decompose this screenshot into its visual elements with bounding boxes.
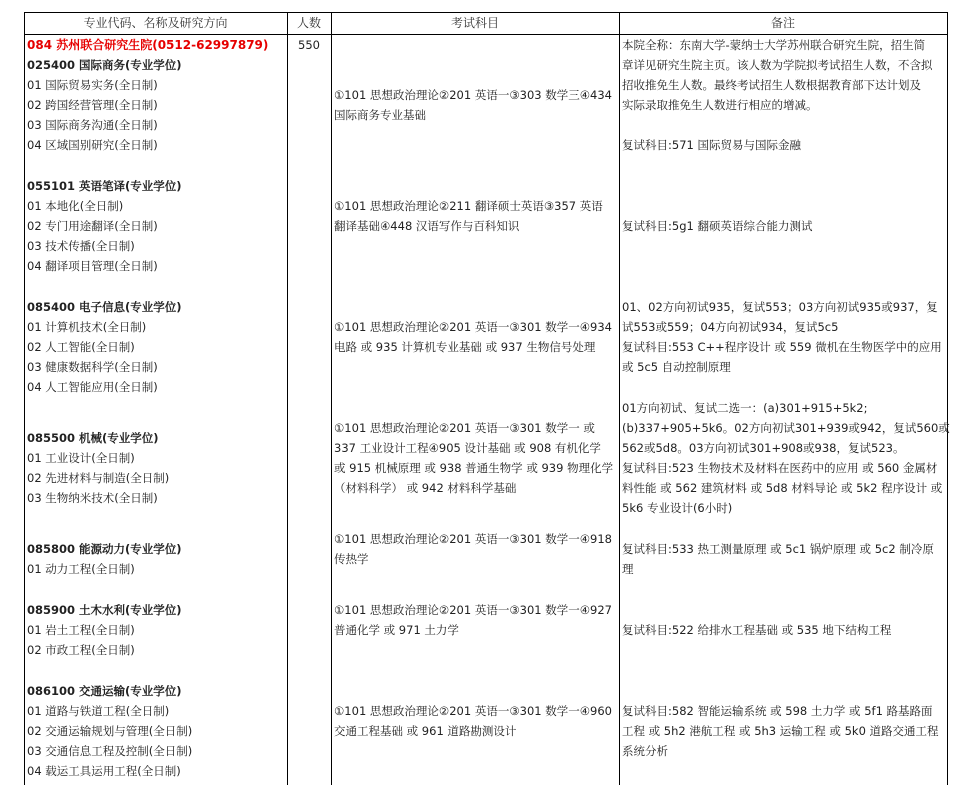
note-line: 复试科目:523 生物技术及材料在医药中的应用 或 560 金属材 xyxy=(622,461,938,475)
note-line: 实际录取推免生人数进行相应的增减。 xyxy=(622,98,818,112)
institute-count: 550 xyxy=(298,38,320,52)
note-line: 招收推免生人数。最终考试招生人数根据教育部下达计划及 xyxy=(622,78,921,92)
direction-item: 01 岩土工程(全日制) xyxy=(27,623,135,637)
direction-item: 03 健康数据科学(全日制) xyxy=(27,360,158,374)
exam-line: 国际商务专业基础 xyxy=(334,108,426,122)
exam-line: ①101 思想政治理论②201 英语一③301 数学一④918 xyxy=(334,532,613,546)
note-line: 或 5c5 自动控制原理 xyxy=(622,360,731,374)
major-code-name: 086100 交通运输(专业学位) xyxy=(27,684,182,698)
major-code-name: 085500 机械(专业学位) xyxy=(27,431,159,445)
exam-line: 或 915 机械原理 或 938 普通生物学 或 939 物理化学 xyxy=(334,461,614,475)
major-code-name: 025400 国际商务(专业学位) xyxy=(27,58,182,72)
note-line: 系统分析 xyxy=(622,744,668,758)
note-line: 01、02方向初试935，复试553；03方向初试935或937，复 xyxy=(622,300,938,314)
institute-title: 084 苏州联合研究生院(0512-62997879) xyxy=(27,38,269,52)
header-exams: 考试科目 xyxy=(450,16,499,30)
note-line: 复试科目:571 国际贸易与国际金融 xyxy=(622,138,801,152)
admissions-table xyxy=(24,12,948,785)
major-code-name: 085900 土木水利(专业学位) xyxy=(27,603,182,617)
direction-item: 02 先进材料与制造(全日制) xyxy=(27,471,170,485)
direction-item: 01 本地化(全日制) xyxy=(27,199,124,213)
direction-item: 01 计算机技术(全日制) xyxy=(27,320,147,334)
note-line: 复试科目:582 智能运输系统 或 598 土力学 或 5f1 路基路面 xyxy=(622,704,933,718)
direction-item: 01 动力工程(全日制) xyxy=(27,562,135,576)
header-notes: 备注 xyxy=(770,16,795,30)
exam-line: 交通工程基础 或 961 道路勘测设计 xyxy=(334,724,517,738)
header-count: 人数 xyxy=(296,16,321,30)
direction-item: 04 翻译项目管理(全日制) xyxy=(27,259,158,273)
direction-item: 02 跨国经营管理(全日制) xyxy=(27,98,158,112)
exam-line: 普通化学 或 971 土力学 xyxy=(334,623,459,637)
table-border-right xyxy=(947,12,948,785)
major-code-name: 085800 能源动力(专业学位) xyxy=(27,542,182,556)
exam-line: ①101 思想政治理论②201 英语一③303 数学三④434 xyxy=(334,88,613,102)
major-code-name: 085400 电子信息(专业学位) xyxy=(27,300,182,314)
note-line: 工程 或 5h2 港航工程 或 5h3 运输工程 或 5k0 道路交通工程 xyxy=(622,724,939,738)
direction-item: 04 载运工具运用工程(全日制) xyxy=(27,764,181,778)
direction-item: 01 工业设计(全日制) xyxy=(27,451,135,465)
direction-item: 03 技术传播(全日制) xyxy=(27,239,135,253)
direction-item: 02 专门用途翻译(全日制) xyxy=(27,219,158,233)
exam-line: 翻译基础④448 汉语写作与百科知识 xyxy=(334,219,520,233)
note-line: 5k6 专业设计(6小时) xyxy=(622,501,733,515)
column-divider xyxy=(331,12,332,785)
direction-item: 02 市政工程(全日制) xyxy=(27,643,135,657)
direction-item: 01 国际贸易实务(全日制) xyxy=(27,78,158,92)
direction-item: 04 人工智能应用(全日制) xyxy=(27,380,158,394)
note-line: 理 xyxy=(622,562,634,576)
exam-line: ①101 思想政治理论②211 翻译硕士英语③357 英语 xyxy=(334,199,603,213)
direction-item: 02 人工智能(全日制) xyxy=(27,340,135,354)
column-divider xyxy=(287,12,288,785)
note-line: 复试科目:5g1 翻硕英语综合能力测试 xyxy=(622,219,813,233)
direction-item: 02 交通运输规划与管理(全日制) xyxy=(27,724,193,738)
major-code-name: 055101 英语笔译(专业学位) xyxy=(27,179,182,193)
direction-item: 04 区域国别研究(全日制) xyxy=(27,138,158,152)
note-line: 01方向初试、复试二选一：(a)301+915+5k2; xyxy=(622,401,868,415)
note-line: 章详见研究生院主页。该人数为学院拟考试招生人数，不含拟 xyxy=(622,58,933,72)
exam-line: 传热学 xyxy=(334,552,369,566)
table-border-left xyxy=(24,12,25,785)
exam-line: ①101 思想政治理论②201 英语一③301 数学一 或 xyxy=(334,421,595,435)
note-line: 料性能 或 562 建筑材料 或 5d8 材料导论 或 5k2 程序设计 或 xyxy=(622,481,943,495)
note-line: 复试科目:522 给排水工程基础 或 535 地下结构工程 xyxy=(622,623,892,637)
note-line: 562或5d8。03方向初试301+908或938，复试523。 xyxy=(622,441,905,455)
exam-line: 电路 或 935 计算机专业基础 或 937 生物信号处理 xyxy=(334,340,596,354)
exam-line: ①101 思想政治理论②201 英语一③301 数学一④960 xyxy=(334,704,613,718)
exam-line: （材料科学） 或 942 材料科学基础 xyxy=(334,481,517,495)
header-direction: 专业代码、名称及研究方向 xyxy=(83,16,228,30)
exam-line: ①101 思想政治理论②201 英语一③301 数学一④927 xyxy=(334,603,613,617)
note-line: 复试科目:533 热工测量原理 或 5c1 锅炉原理 或 5c2 制冷原 xyxy=(622,542,934,556)
direction-item: 01 道路与铁道工程(全日制) xyxy=(27,704,170,718)
column-divider xyxy=(619,12,620,785)
note-line: (b)337+905+5k6。02方向初试301+939或942，复试560或 xyxy=(622,421,950,435)
exam-line: ①101 思想政治理论②201 英语一③301 数学一④934 xyxy=(334,320,613,334)
exam-line: 337 工业设计工程④905 设计基础 或 908 有机化学 xyxy=(334,441,601,455)
note-line: 试553或559；04方向初试934，复试5c5 xyxy=(622,320,839,334)
direction-item: 03 交通信息工程及控制(全日制) xyxy=(27,744,193,758)
direction-item: 03 生物纳米技术(全日制) xyxy=(27,491,158,505)
note-line: 复试科目:553 C++程序设计 或 559 微机在生物医学中的应用 xyxy=(622,340,942,354)
note-line: 本院全称：东南大学-蒙纳士大学苏州联合研究生院，招生简 xyxy=(622,38,926,52)
direction-item: 03 国际商务沟通(全日制) xyxy=(27,118,158,132)
